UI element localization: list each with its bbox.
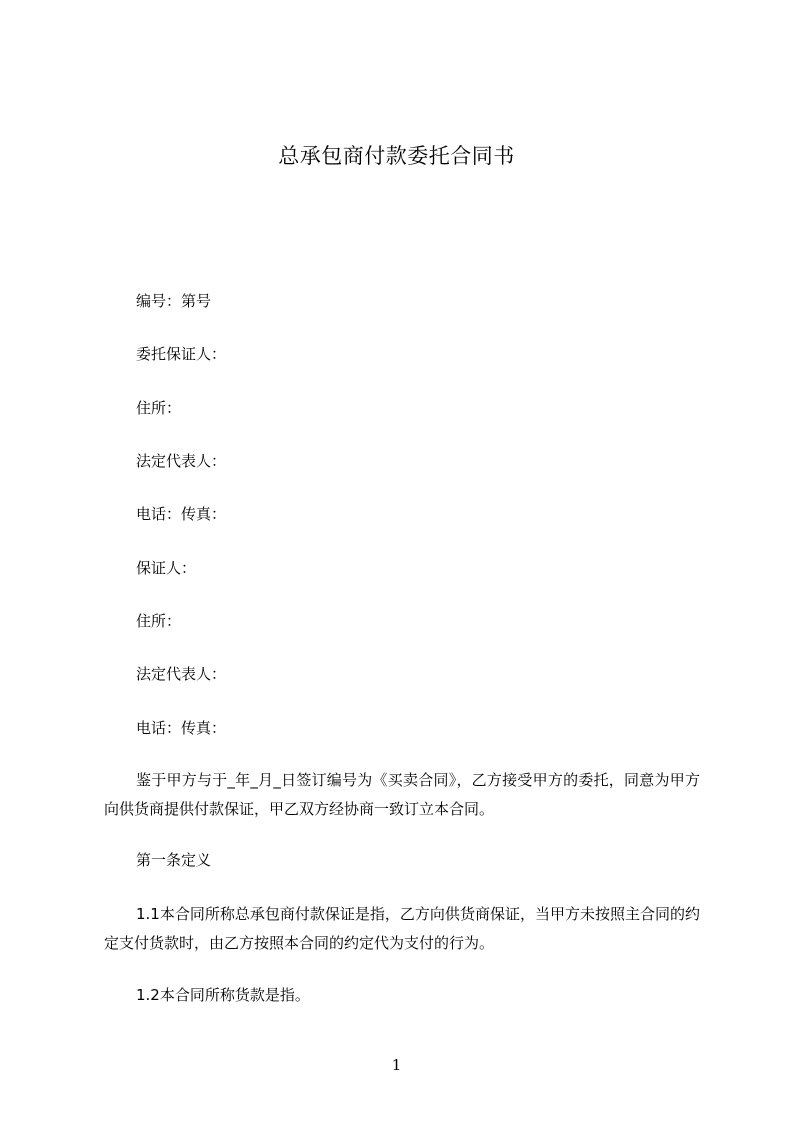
field-phone-fax-1: 电话：传真：: [136, 505, 227, 523]
field-legal-representative-1: 法定代表人：: [136, 452, 227, 470]
article-1-heading: 第一条定义: [136, 851, 212, 869]
preamble-paragraph: 鉴于甲方与于_年_月_日签订编号为《买卖合同》，乙方接受甲方的委托，同意为甲方向供货商提供付款保证，甲乙双方经协商一致订立本合同。: [104, 771, 700, 818]
field-address-1: 住所：: [136, 399, 182, 417]
field-contract-number: 编号：第号: [136, 292, 212, 310]
field-entrusting-guarantor: 委托保证人：: [136, 345, 227, 363]
field-address-2: 住所：: [136, 612, 182, 630]
page-number: 1: [391, 1056, 402, 1074]
document-title: 总承包商付款委托合同书: [278, 144, 515, 168]
field-phone-fax-2: 电话：传真：: [136, 719, 227, 737]
clause-1-1: 1.1本合同所称总承包商付款保证是指，乙方向供货商保证，当甲方未按照主合同的约定支付货款时，由乙方按照本合同的约定代为支付的行为。: [104, 905, 700, 952]
field-guarantor: 保证人：: [136, 559, 197, 577]
clause-1-2: 1.2本合同所称货款是指。: [136, 986, 310, 1004]
field-legal-representative-2: 法定代表人：: [136, 665, 227, 683]
